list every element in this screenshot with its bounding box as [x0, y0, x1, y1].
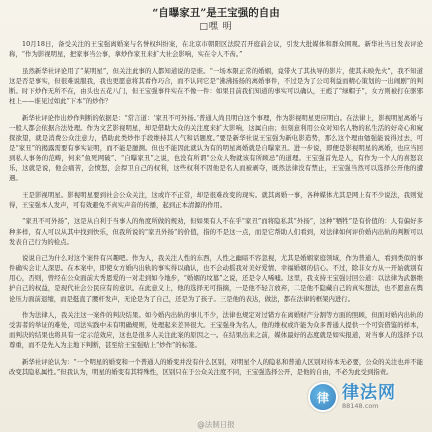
article-paragraph: 新华社评论作出炒作判断的依据是：“常言道：‘家丑不可外扬。’普通人尚且明白这个事理，作为影视明星更应明白。在法律上，影视明星离婚与一般人都会依据合法处理。作为文艺影视明星，却是借助大众的关注度来扩大影响，这属自由；但刻意利用公众对知名人物的私生活的好奇心和窥探欲望，就是消费公众注意力，借助此类炒作手段维持其人气和话题度。”要是新华社说王宝强为新电影造势，那么这个理由勉强能说得过去，可是“家丑”的揭露需要有事实证明，而不能是臆测。但也不能因此就认为有的明星离婚就是自曝家丑。进一步说，即便是影视明星的离婚，也应当回到私人事务的范畴，何来“鱼死网破”、“自曝家丑”之说，也没有所谓“公众人物就该有所顾忌”的道理。王宝强首先是人，有作为一个人的喜怒哀乐，这就是说，他会痛苦，会愤怒，会捍卫自己的权利，这些权利不因他是名人而被剥夺，既然法律没有禁止，王宝强当然可以选择公开他的遭遇。 — [9, 113, 423, 183]
article-title: “自曝家丑”是王宝强的自由 — [152, 7, 280, 19]
watermark-text — [342, 384, 396, 410]
watermark-site-name: 律法网 — [342, 383, 396, 403]
image-credit: @法制日报 — [197, 420, 235, 429]
article-paragraph: 说说自己为什么对这个案件有兴趣吧。作为人，我关注人性的东西，人性之幽暗不容忽视，尤其是婚姻家庭领域，作为普通人，看到类似的事件确实会让人深思。在本案中，即使女方婚内出轨的事实得以确认，也不会动摇我对美好爱情、幸福婚姻的信心。不过，除非女方从一开始就别有用心，否则，曾经在公众面前大秀恩爱的一对走到如今地步，“婚姻的坟墓”之说，还是令人唏嘘。这里，我支持王宝强讨回公道：以法律为武器维护自己的权益，是现代社会公民应有的意识。在此意义上，他的选择无可指摘，一是他不轻言放弃，二是他不隐藏自己的真实想法，也不愿意在舆论压力面前退缩，而是挺直了腰杆发声，无论是为了自己，还是为了孩子。三是他的表达，做法，都在法律的框架内进行。 — [9, 254, 423, 303]
article-byline: □嘿 明 — [199, 22, 233, 32]
watermark-site-url: 88148.com — [342, 402, 379, 410]
article-paragraph: 虽然新华社评论用了“某明星”，但关注此事的人都知道说的是谁。“一场本限正常的婚姻，竟带火了其执导的影片，使其未映先火”，我不知道这是否是事实，但很难说服我，我也更愿意将其看作巧合，而不认同它是“沸沸扬扬的离婚事件，不过是为了公司利益而精心策划的一出闹剧”的判断。时下炒作无所不在，由头也五花八门，但王宝强事件实在不像一件：如果目前我们知道的事实可以确认，王彪了“绿帽子”，女方则被打在驱邪柱上——谁见过如此“下本”的炒作？ — [9, 66, 423, 105]
watermark-logo-icon: 律 — [308, 382, 338, 412]
site-watermark — [308, 382, 426, 412]
article-paragraph: “家丑不可外扬”，这是从自利于当事人的角度所做的规劝，但如果有人不在乎“家丑”而将隐私其“外扬”，这种“牺牲”是有价值的：人有偏好多种多样，有人可以从其中找到快乐，但我所说的“家丑外扬”的价值，指的不是这一点，而是它帮助人们看到，对法律如何评价婚内出轨的判断可以发表自己行为的检点。 — [9, 217, 423, 246]
article-paragraph: 10月18日，备受关注的王宝强离婚案与名誉权纠纷案，在北京市朝阳区法院召开庭前会议，引发大批媒体和群众围观。新华社当日发表评论称，“作为影视明星，把家事当公事，拿炒作家丑来扩大社会影响，实在令人不齿。” — [9, 40, 423, 59]
article-body — [9, 39, 423, 377]
article-paragraph: 王是影视明星。影视明星要到社会公众关注，这或许不正常，却是很难改变的现实。就其离婚一事，各种媒体尤其是网上有不少说法，我则觉得，王宝强本人发声，可有效避免不真实声音的传播，起到正本清源的作用。 — [9, 190, 423, 209]
article-paragraph: 作为法律人，我关注这一案件的判决结果。如今婚内出轨的事儿不少，法律也规定对过错方在离婚财产分割等方面的照顾，但面对婚内出轨的受害者的举证的难处，司法实践中未有明确规则，处理起来差异很大。王宝强身为名人，他的维权或许能为众多普通人提供一个可资借鉴的样本，而判决的结果也将具有一定示范效应，这也是很多人关注此案的原因之一。在结果出来之前，媒体最好的态度就是如实报道，对当事人的选择予以尊重，而不是先入为主地下判断，甚至给王宝强贴上“炒作”的标签。 — [9, 311, 423, 350]
article-paragraph: 新华社评论认为：“一个明星的婚变和一个普通人的婚变并没有什么区别，对明星个人的隐私和普通人区别对待本无必要，公众的关注也并不能改变其隐私属性。”但我认为，明星的婚变有其特殊性，区别只在于公众关注度不同，王宝强选择公开，是他的自由，不必为此受到指责。 — [9, 358, 423, 377]
